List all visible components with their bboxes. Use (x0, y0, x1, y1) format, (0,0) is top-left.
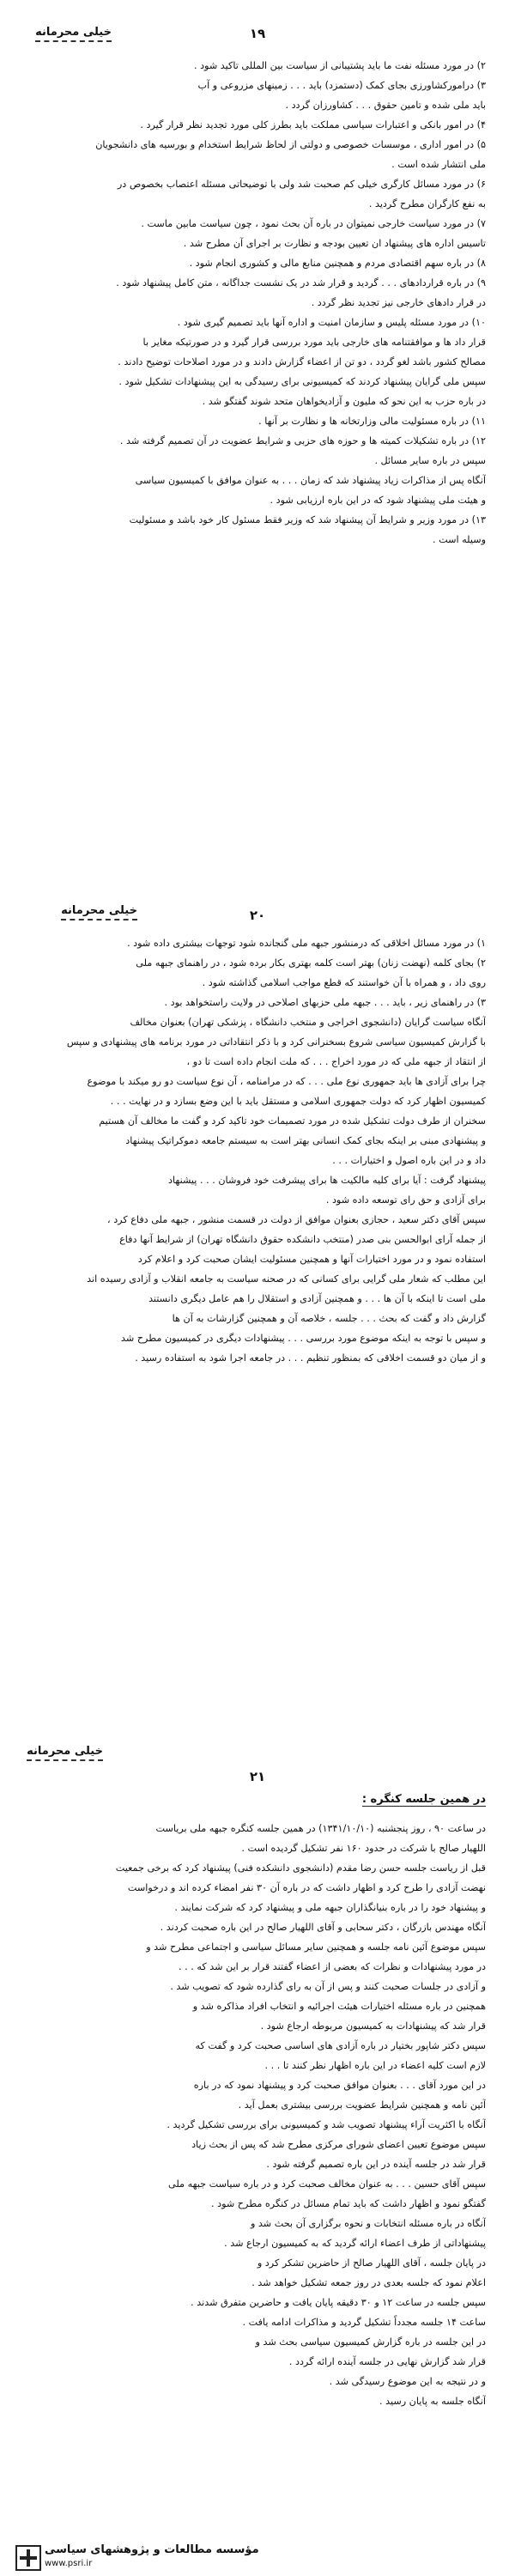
text-line: با گزارش کمیسیون سیاسی شروع بسخنرانی کرد و با ذکر انتقاداتی در مورد برنامه های پیشنهادی و سپس (66, 1036, 486, 1048)
text-line: ۳) در راهنمای زیر ، باید . . . جبهه ملی حزبهای اصلاحی در ولایت راستخواهد بود . (164, 997, 486, 1008)
text-line: ۱۳) در مورد وزیر و شرایط آن پیشنهاد شد که وزیر فقط مسئول کار خود باشد و مسئولیت (129, 514, 486, 526)
text-line: این مطلب که شعار ملی گرایی برای کسانی که در صحنه سیاست به جامعه انقلاب و آزادی رسیده اند (87, 1273, 486, 1285)
section-heading: در همین جلسه کنگره : (361, 1793, 486, 1806)
text-line: ۶) در مورد مسائل کارگری خیلی کم صحبت شد ولی با توضیحاتی مسئله اعتصاب بخصوص در (117, 179, 486, 190)
text-line: ۷) در مورد سیاست خارجی نمیتوان در باره آن بحث نمود ، چون سیاست مابین ماست . (141, 218, 486, 229)
text-line: قبل از ریاست جلسه حسن رضا مقدم (دانشجوی دانشکده فنی) پیشنهاد کرد که برخی جمعیت (115, 1862, 486, 1874)
text-line: ملی انتشار شده است . (391, 159, 486, 170)
text-line: از جمله آرای ابوالحسن بنی صدر (منتخب دانشکده حقوق دانشگاه تهران) از شرایط آنها دفاع (119, 1234, 486, 1245)
text-line: و هیئت ملی پیشنهاد شود که در این باره ارزیابی شود . (270, 495, 486, 506)
text-line: باید ملی شده و تامین حقوق . . . کشاورزان گردد . (285, 100, 486, 111)
text-line: و آزادی در جلسات صحبت کنند و پس از آن به رای گذارده شود که تصویب شد . (170, 1981, 486, 1992)
footer-url[interactable]: www.psri.ir (45, 2559, 93, 2568)
text-line: استفاده نمود و در مورد اختیارات آنها و همچنین مسئولیت ایشان صحبت کرد و اعلام کرد (137, 1254, 486, 1265)
text-line: تاسیس اداره های پیشنهاد ان تعیین بودجه و نظارت بر اجرای آن مطرح شد . (183, 238, 486, 249)
page-body (24, 56, 486, 550)
text-line: ملی است تا اینکه با آن ها . . . و همچنین آزادی و استقلال را هم عامل دیگری دانستند (148, 1293, 486, 1304)
institute-logo-icon (15, 2545, 41, 2571)
text-line: به نفع کارگران مطرح گردید . (368, 198, 486, 210)
text-line: قرار داد ها و موافقتنامه های خارجی باید مورد بررسی قرار گیرد و در صورتیکه مغایر با (142, 337, 486, 348)
text-line: ساعت ۱۴ جلسه مجدداً تشکیل گردید و مذاکرات ادامه یافت . (242, 2317, 486, 2328)
confidential-stamp: خیلی محرمانه (35, 26, 112, 42)
text-line: سپس موضوع تعیین اعضای شورای مرکزی مطرح شد که پس از بحث زیاد (191, 2139, 486, 2150)
text-line: ۲) بجای کلمه (نهضت زنان) بهتر است کلمه بهتری بکار برده شود ، در راهنمای جبهه ملی (136, 957, 486, 969)
text-line: آنگاه در باره مسئله انتخابات و نحوه برگزاری آن بحث شد و (250, 2218, 486, 2229)
text-line: ۲) در مورد مسئله نفت ما باید پشتیبانی از سیاست بین المللی تاکید شود . (193, 60, 486, 71)
text-line: سپس آقای حسین . . . به عنوان مخالف صحبت کرد و در باره سیاست جبهه ملی (168, 2178, 486, 2190)
text-line: قرار شد که پیشنهادات به کمیسیون مربوطه ارجاع شود . (260, 2020, 486, 2032)
text-line: داد و در این باره اصول و اختیارات . . . (332, 1155, 486, 1166)
text-line: اللهیار صالح با شرکت در حدود ۱۶۰ نفر تشکیل گردیده است . (241, 1843, 486, 1854)
text-line: و در نتیجه به این موضوع رسیدگی شد . (329, 2376, 486, 2387)
page-19 (0, 0, 515, 880)
page-number: ۲۰ (249, 908, 266, 923)
text-line: گفتگو نمود و اظهار داشت که باید تمام مسائل در کنگره مطرح شود . (211, 2198, 486, 2209)
text-line: نهضت آزادی را طرح کرد و اظهار داشت که در باره آن ۳۰ نفر امضاء کرده اند و درخواست (127, 1882, 486, 1893)
text-line: ۱۱) در باره مسئولیت مالی وزارتخانه ها و نظارت بر آنها . (258, 416, 486, 427)
text-line: سپس جلسه در ساعت ۱۲ و ۳۰ دقیقه پایان یافت و حاضرین متفرق شدند . (191, 2297, 486, 2308)
text-line: آنگاه جلسه به پایان رسید . (379, 2396, 486, 2407)
text-line: چرا برای آزادی ها باید جمهوری نوع ملی . . . که در مرامنامه ، آن نوع سیاست دو رو میکند با موضوع (87, 1076, 486, 1087)
footer-institute-name: مؤسسه مطالعات و پژوهشهای سیاسی (45, 2543, 259, 2556)
text-line: ۹) در باره قراردادهای . . . گردید و قرار شد در یک نشست جداگانه ، متن کامل پیشنهاد شود . (116, 277, 486, 289)
text-line: از انتقاد از جبهه ملی که در مورد اخراج . . . که ملت انجام داده است تا دو ، (186, 1056, 486, 1067)
text-line: همچنین در باره مسئله اختیارات هیئت اجرائیه و انتخاب افراد مذاکره شد و (192, 2001, 486, 2012)
text-line: ۳) درامورکشاورزی بجای کمک (دستمزد) باید . . . زمینهای مزروعی و آب (197, 80, 486, 91)
text-line: اعلام نمود که جلسه بعدی در روز جمعه تشکیل خواهد شد . (251, 2277, 486, 2288)
text-line: پیشنهاداتی از طرف اعضاء ارائه گردید که به کمیسیون ارجاع شد . (224, 2238, 486, 2249)
text-line: سپس موضوع آئین نامه جلسه و همچنین سایر مسائل سیاسی و اجتماعی مطرح شد و (146, 1941, 486, 1953)
text-line: ۴) در امور بانکی و اعتبارات سیاسی مملکت باید بطرز کلی مورد تجدید نظر قرار گیرد . (140, 119, 486, 131)
text-line: سپس دکتر شاپور بختیار در باره آزادی های اساسی صحبت کرد و گفت که (195, 2040, 486, 2051)
text-line: در این مورد آقای . . . بعنوان موافق صحبت کرد و پیشنهاد نمود که در باره (193, 2080, 486, 2091)
section-heading-wrap (24, 1793, 486, 1807)
text-line: در مورد پیشنهادات و نظرات که بعضی از اعضاء گفتند قرار بر این شد که . . . (179, 1961, 486, 1972)
text-line: در باره حزب به این نحو که ملیون و آزادیخواهان متحد شوند گفتگو شد . (202, 396, 486, 407)
page-body (24, 933, 486, 1368)
page-body (24, 1819, 486, 2411)
footer (0, 2542, 515, 2576)
text-line: سخنران از طرف دولت تشکیل شده در مورد تصمیمات خود تاکید کرد و گفت ما مخالف آن هستیم (99, 1115, 486, 1127)
text-line: آنگاه سیاست گرایان (دانشجوی اخراجی و منتخب دانشگاه ، پزشکی تهران) بعنوان مخالف (130, 1017, 486, 1028)
text-line: در پایان جلسه ، آقای اللهیار صالح از حاضرین تشکر کرد و (257, 2257, 486, 2269)
text-line: مصالح کشور باشد لغو گردد ، دو تن از اعضاء گزارش دادند و در مورد اصلاحات توضیح دادند . (118, 356, 486, 368)
text-line: گزارش داد و گفت که بحث . . . جلسه ، خلاصه آن و همچنین گزارشات به آن ها (172, 1313, 486, 1324)
text-line: و سپس با توجه به اینکه موضوع مورد بررسی . . . پیشنهادات دیگری در کمیسیون مطرح شد (121, 1333, 486, 1344)
text-line: روی داد ، و همراه با آن خواستند که قطع مواجب اسلامی گذاشته شود . (202, 977, 486, 988)
confidential-stamp: خیلی محرمانه (61, 904, 137, 920)
text-line: ۱۰) در مورد مسئله پلیس و سازمان امنیت و اداره آنها باید تصمیم گیری شود . (177, 317, 486, 328)
text-line: ۱۲) در باره تشکیلات کمیته ها و حوزه های حزبی و شرایط عضویت در آن تصمیم گرفته شد . (119, 435, 486, 447)
text-line: سپس ملی گرایان پیشنهاد کردند که کمیسیونی برای رسیدگی به این پیشنهادات تشکیل شود . (118, 376, 486, 387)
text-line: سپس آقای دکتر سعید ، حجازی بعنوان موافق از دولت در قسمت منشور ، جبهه ملی دفاع کرد ، (107, 1214, 486, 1225)
text-line: قرار شد گزارش نهایی در جلسه آینده ارائه گردد . (288, 2356, 486, 2367)
text-line: ۸) در باره سهم اقتصادی مردم و همچنین منابع مالی و کشوری انجام شود . (189, 258, 486, 269)
text-line: آنگاه با اکثریت آراء پیشنهاد تصویب شد و کمیسیونی برای بررسی تشکیل گردید . (167, 2119, 486, 2130)
text-line: قرار شد در جلسه آینده در این باره تصمیم گرفته شود . (266, 2159, 486, 2170)
text-line: سپس در باره سایر مسائل . (374, 455, 486, 466)
text-line: پیشنهاد گرفت : آیا برای کلیه مالکیت ها برای پیشرفت خود فروشان . . . پیشنهاد (168, 1175, 486, 1186)
text-line: و از میان دو قسمت اخلاقی که بمنظور تنظیم . . . در جامعه اجرا شود به استفاده رسید . (135, 1352, 486, 1364)
text-line: و پیشنهادی مبنی بر اینکه بجای کمک انسانی بهتر است به سیستم جامعه دموکراتیک پیشنهاد (125, 1135, 486, 1146)
page-number: ۱۹ (249, 26, 266, 41)
text-line: برای آزادی و حق رای توسعه داده شود . (325, 1194, 486, 1206)
text-line: لازم است کلیه اعضاء در این باره اظهار نظر کنند تا . . . (264, 2060, 486, 2071)
text-line: ۵) در امور اداری ، موسسات خصوصی و دولتی از لحاظ شرایط استخدام و بورسیه های دانشجویان (95, 139, 486, 150)
text-line: ۱) در مورد مسائل اخلاقی که درمنشور جبهه ملی گنجانده شود توجهات بیشتری داده شود . (127, 938, 486, 949)
text-line: در قرار دادهای خارجی نیز تجدید نظر گردد . (311, 297, 486, 308)
text-line: و پیشنهاد خود را در باره بنیانگذاران جبهه ملی و پیشنهاد کرد که شرکت نمایند . (174, 1902, 486, 1913)
page-number: ۲۱ (249, 1769, 266, 1784)
text-line: وسیله است . (433, 534, 486, 545)
page-21 (0, 1726, 515, 2576)
text-line: آنگاه مهندس بازرگان ، دکتر سحابی و آقای اللهیار صالح در این باره صحبت کردند . (160, 1922, 486, 1933)
confidential-stamp: خیلی محرمانه (27, 1745, 103, 1761)
text-line: آئین نامه و همچنین شرایط عضویت بررسی بیشتری بعمل آید . (238, 2099, 486, 2111)
text-line: در ساعت ۹۰ ، روز پنجشنبه (۱۳۴۱/۱۰/۱۰) در همین جلسه کنگره جبهه ملی بریاست (155, 1823, 486, 1834)
text-line: کمیسیون اظهار کرد که دولت جمهوری اسلامی و مستقل باید با این وضع بسازد و در نهایت . . . (110, 1096, 486, 1107)
text-line: در این جلسه در باره گزارش کمیسیون سیاسی بحث شد و (255, 2336, 486, 2348)
text-line: آنگاه پس از مذاکرات زیاد پیشنهاد شد که زمان . . . به عنوان موافق با کمیسیون سیاسی (135, 475, 486, 486)
page-20 (0, 897, 515, 1709)
